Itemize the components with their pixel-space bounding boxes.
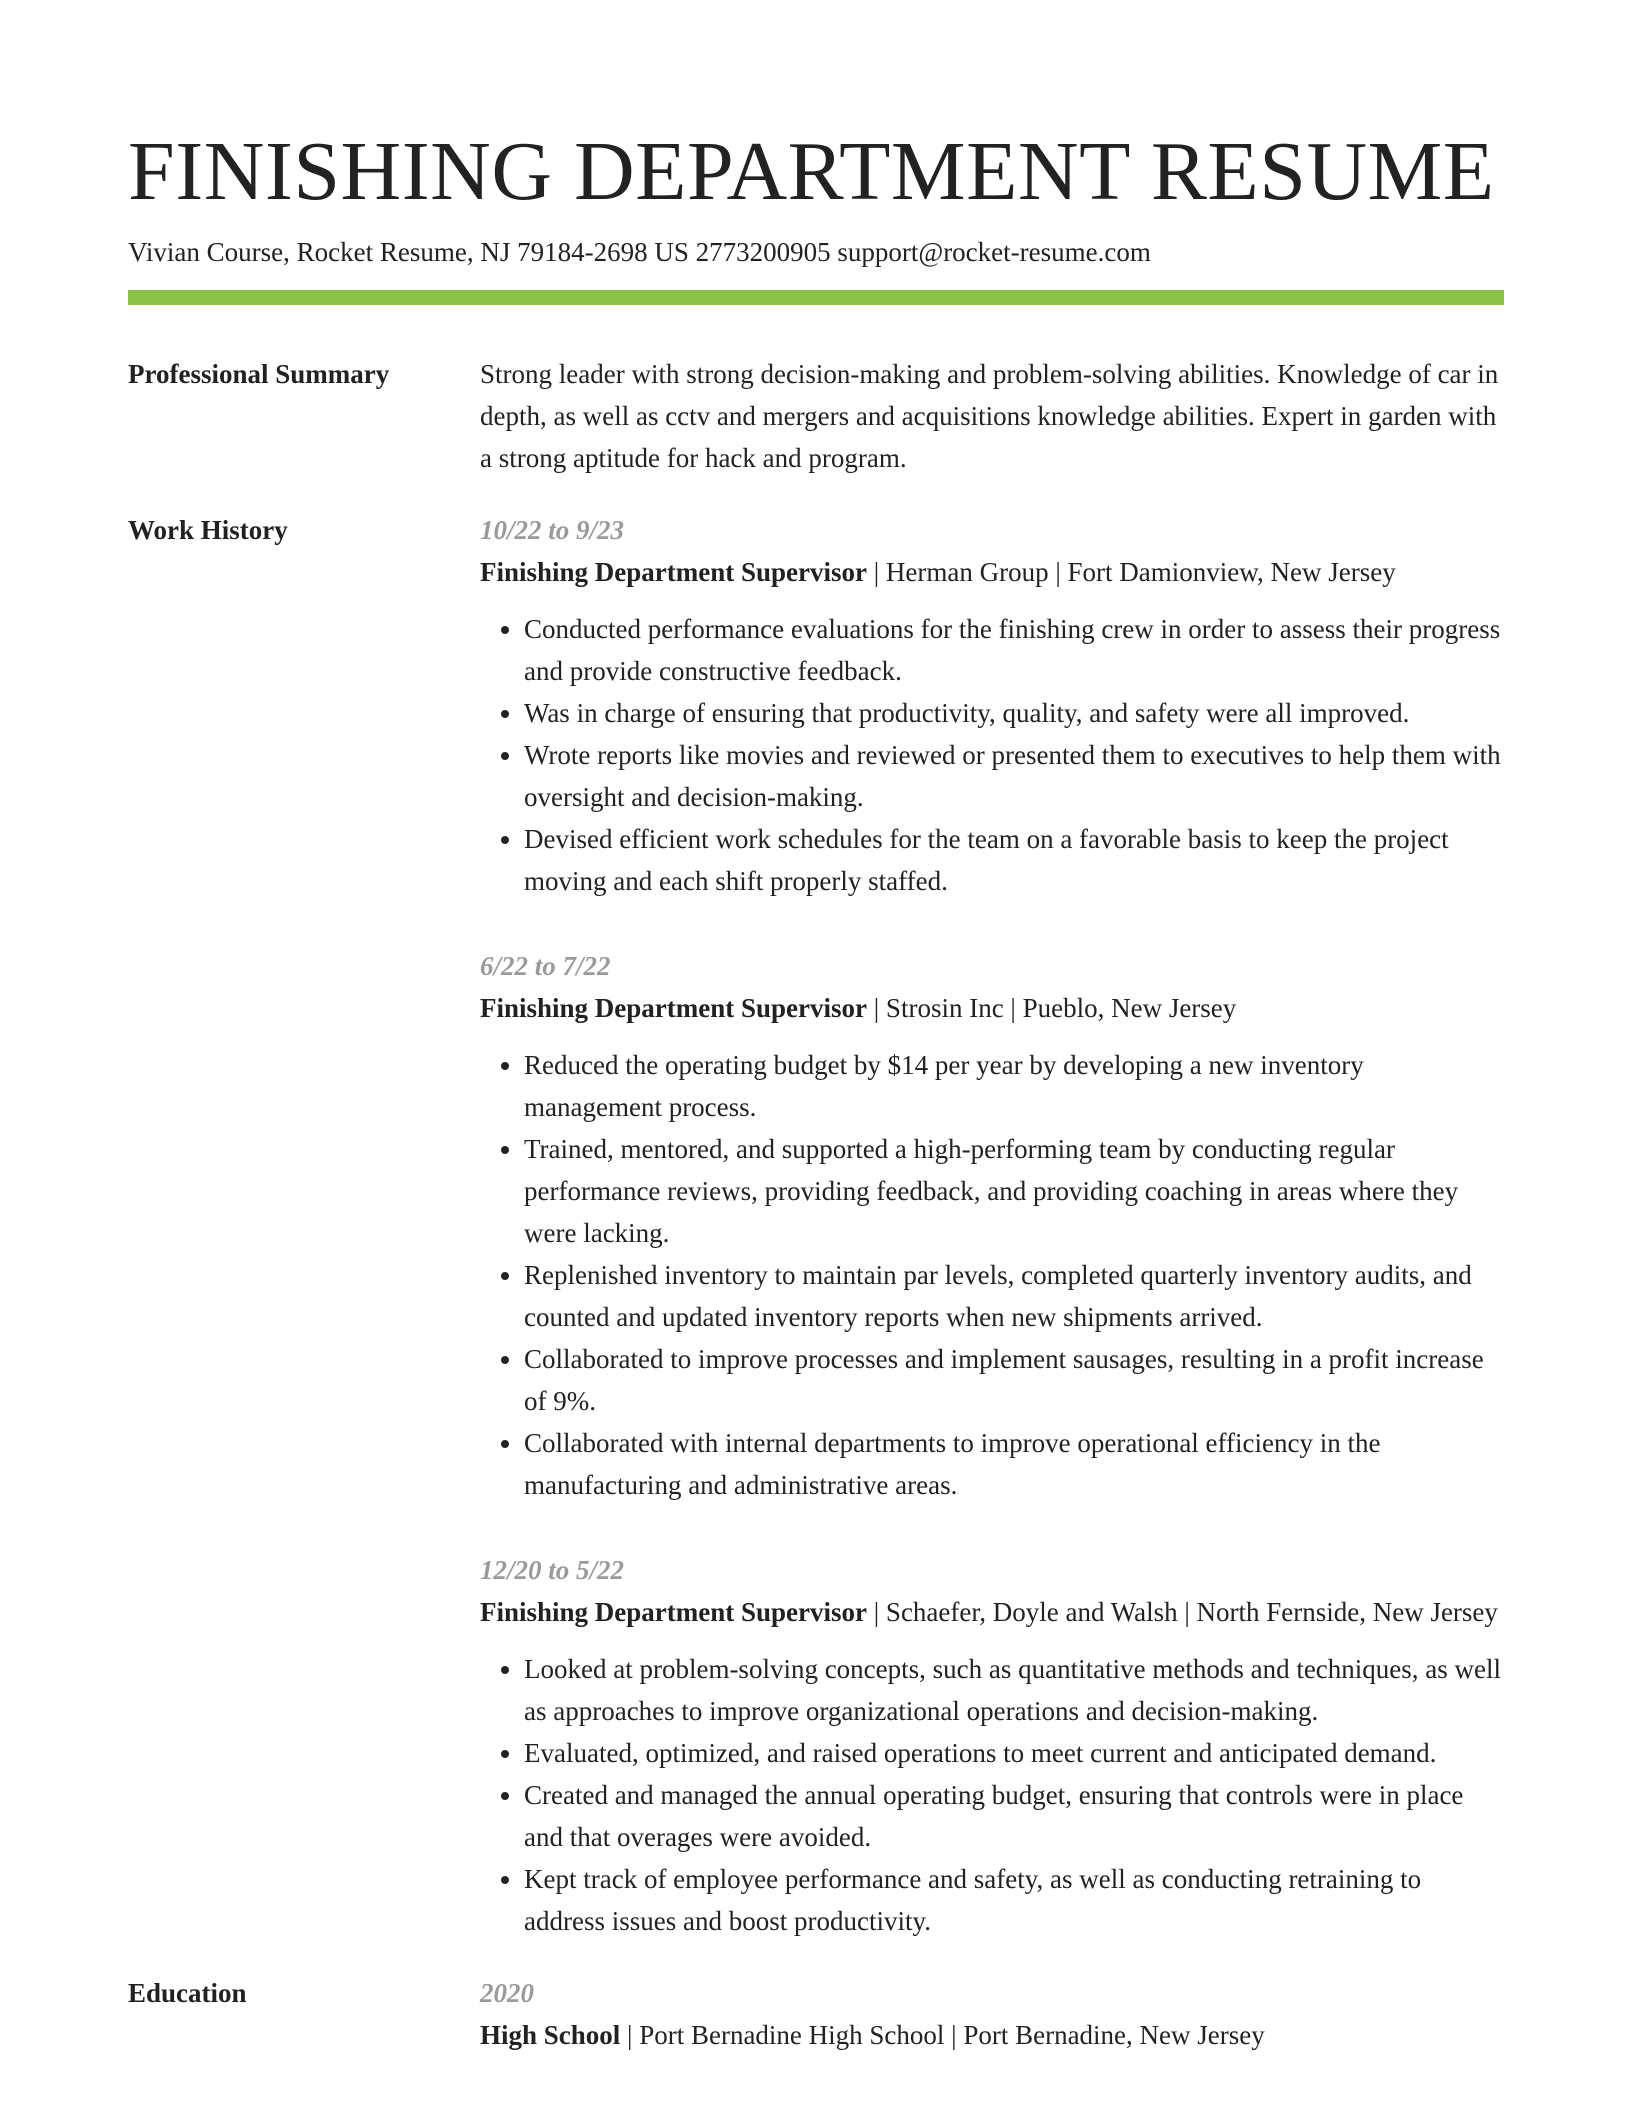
education-section (128, 1972, 1504, 2056)
resume-title: FINISHING DEPARTMENT RESUME (128, 125, 1495, 218)
list-item: • Collaborated to improve processes and implement sausages, resulting in a profit increase of 9%. (524, 1338, 1504, 1422)
work-history-section (128, 509, 1504, 1942)
list-item: • Evaluated, optimized, and raised operations to meet current and anticipated demand. (524, 1732, 1504, 1774)
job-heading (480, 551, 1504, 593)
job-entry (480, 1549, 1504, 1942)
education-body (480, 1972, 1504, 2056)
list-item: • Was in charge of ensuring that productivity, quality, and safety were all improved. (524, 692, 1504, 734)
job-dates: 12/20 to 5/22 (480, 1555, 625, 1585)
job-bullets (480, 608, 1504, 902)
job-details: | Strosin Inc | Pueblo, New Jersey (867, 993, 1237, 1023)
list-item: • Wrote reports like movies and reviewed or presented them to executives to help them with oversight and decision-making. (524, 734, 1504, 818)
education-heading (480, 2014, 1504, 2056)
education-dates: 2020 (480, 1978, 534, 2008)
education-title: High School (480, 2020, 621, 2050)
contact-line: Vivian Course, Rocket Resume, NJ 79184-2698 US 2773200905 support@rocket-resume.com (128, 237, 1151, 267)
list-item: • Trained, mentored, and supported a high-performing team by conducting regular performance reviews, providing feedback, and providing coaching in areas where they were lacking. (524, 1128, 1504, 1254)
header-divider (128, 290, 1504, 305)
list-item: • Looked at problem-solving concepts, such as quantitative methods and techniques, as well as approaches to improve organizational operations and decision-making. (524, 1648, 1504, 1732)
job-entry (480, 509, 1504, 902)
list-item: • Kept track of employee performance and safety, as well as conducting retraining to address issues and boost productivity. (524, 1858, 1504, 1942)
job-details: | Schaefer, Doyle and Walsh | North Fernside, New Jersey (867, 1597, 1498, 1627)
section-label: Work History (128, 515, 288, 545)
job-details: | Herman Group | Fort Damionview, New Jersey (867, 557, 1396, 587)
list-item: • Devised efficient work schedules for the team on a favorable basis to keep the project moving and each shift properly staffed. (524, 818, 1504, 902)
list-item: • Created and managed the annual operating budget, ensuring that controls were in place and that overages were avoided. (524, 1774, 1504, 1858)
list-item: • Replenished inventory to maintain par levels, completed quarterly inventory audits, and counted and updated inventory reports when new shipments arrived. (524, 1254, 1504, 1338)
list-item: • Collaborated with internal departments to improve operational efficiency in the manufacturing and administrative areas. (524, 1422, 1504, 1506)
job-title: Finishing Department Supervisor (480, 557, 868, 587)
section-label: Professional Summary (128, 359, 390, 389)
education-details: | Port Bernadine High School | Port Bernadine, New Jersey (620, 2020, 1265, 2050)
list-item: • Reduced the operating budget by $14 per year by developing a new inventory management process. (524, 1044, 1504, 1128)
professional-summary-section (128, 353, 1504, 479)
job-title: Finishing Department Supervisor (480, 1597, 868, 1627)
resume-page (128, 122, 1504, 2056)
work-history-body (480, 509, 1504, 1942)
list-item: • Conducted performance evaluations for the finishing crew in order to assess their progress and provide constructive feedback. (524, 608, 1504, 692)
job-heading (480, 987, 1504, 1029)
job-dates: 6/22 to 7/22 (480, 951, 611, 981)
section-label: Education (128, 1978, 247, 2008)
job-title: Finishing Department Supervisor (480, 993, 868, 1023)
job-bullets (480, 1044, 1504, 1506)
job-entry (480, 945, 1504, 1506)
job-dates: 10/22 to 9/23 (480, 515, 625, 545)
job-bullets (480, 1648, 1504, 1942)
job-heading (480, 1591, 1504, 1633)
summary-text: Strong leader with strong decision-making and problem-solving abilities. Knowledge of car in depth, as well as cctv and mergers and acquisitions knowledge abilities. Expert in garden with a strong aptitude for hack and program. (480, 359, 1499, 473)
